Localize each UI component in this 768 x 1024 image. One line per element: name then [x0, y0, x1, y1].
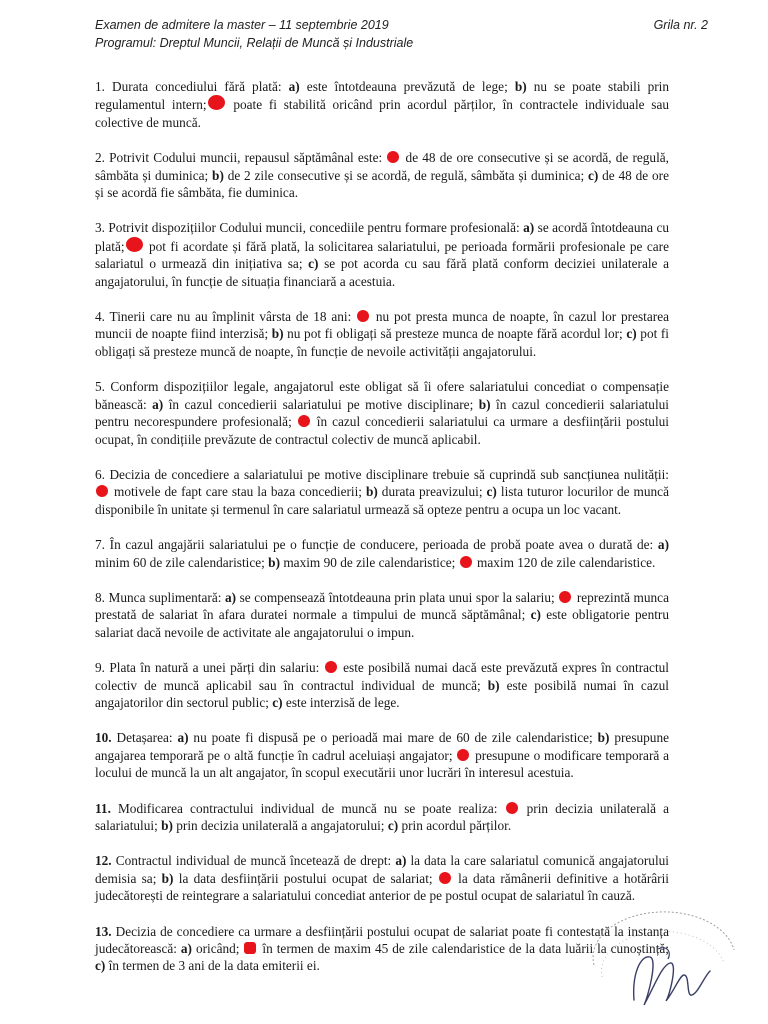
question-1 — [95, 78, 669, 131]
option-b-text: de 2 zile consecutive și se acordă, de regulă, sâmbăta și duminica; — [223, 167, 588, 183]
answer-mark — [457, 749, 469, 761]
option-c-letter: c) — [588, 167, 599, 183]
option-c-text: presupune o modificare temporară a locului de muncă la un alt angajator, în scopul executării unor lucrări în interesul acestuia. — [95, 747, 669, 781]
answer-mark — [126, 237, 143, 252]
option-b-letter: b) — [161, 818, 173, 833]
question-10 — [95, 729, 669, 781]
option-c-letter: c) — [272, 694, 283, 710]
option-b-letter: b) — [478, 396, 491, 412]
option-a-text: este posibilă numai dacă este prevăzută expres în contractul colectiv de muncă aplicabil sau în contractul individual de muncă; — [95, 660, 669, 693]
question-text: Durata concediului fără plată: — [104, 79, 289, 94]
option-b-text: în cazul concedierii salariatului pentru necorespundere profesională; — [95, 396, 669, 430]
question-number: 5. — [95, 379, 105, 395]
answer-mark — [298, 415, 310, 427]
option-a-text: la data la care salariatul comunică angajatorului demisia sa; — [95, 853, 669, 886]
option-a-letter: a) — [288, 79, 300, 94]
option-a-text: nu poate fi dispusă pe o perioadă mai mare de 60 de zile calendaristice; — [188, 730, 598, 746]
option-b-text: presupune angajarea temporară pe o altă funcție în cadrul aceluiași angajator; — [95, 730, 669, 763]
question-text: Potrivit Codului muncii, repausul săptămânal este: — [104, 150, 387, 166]
option-c-text: maxim 120 de zile calendaristice. — [473, 554, 656, 570]
answer-mark — [96, 485, 108, 497]
question-12 — [95, 852, 669, 904]
question-text: Tinerii care nu au împlinit vârsta de 18 ani: — [104, 309, 357, 325]
question-number: 4. — [95, 309, 105, 325]
option-c-text: la data rămânerii definitive a hotărârii judecătorești de reintegrare a salariatului concediat anterior de pe postul ocupat de salariatul în cauză. — [95, 870, 670, 904]
option-b-letter: b) — [268, 554, 280, 570]
answer-mark — [325, 661, 337, 673]
question-list — [95, 78, 669, 993]
option-a-letter: a) — [180, 941, 192, 957]
option-a-text: este întotdeauna prevăzută de lege; — [299, 79, 515, 94]
question-text: Plata în natură a unei părți din salariu: — [104, 660, 324, 676]
option-a-text: minim 60 de zile calendaristice; — [95, 554, 269, 570]
question-number: 12. — [95, 853, 112, 869]
question-number: 3. — [95, 220, 105, 236]
option-b-text: la data desființării postului ocupat de salariat; — [173, 870, 438, 886]
option-b-text: durata preavizului; — [377, 484, 487, 500]
question-9 — [95, 659, 669, 711]
question-text: Decizia de concediere a salariatului pe motive disciplinare trebuie să cuprindă sub sancțiunea nulității: — [104, 466, 669, 482]
option-a-letter: a) — [177, 730, 189, 746]
question-text: Potrivit dispozițiilor Codului muncii, concediile pentru formare profesională: — [104, 220, 524, 236]
option-b-letter: b) — [161, 870, 174, 886]
answer-mark — [460, 556, 472, 568]
option-c-letter: c) — [95, 958, 106, 974]
answer-mark — [439, 872, 451, 884]
option-a-text: în cazul concedierii salariatului pe motive disciplinare; — [163, 396, 479, 412]
option-a-text: prin decizia unilaterală a salariatului; — [95, 800, 670, 833]
question-text: Contractul individual de muncă încetează de drept: — [111, 853, 396, 869]
option-c-text: prin acordul părților. — [398, 818, 512, 833]
question-7 — [95, 536, 669, 571]
question-8 — [95, 589, 669, 641]
option-c-letter: c) — [530, 607, 541, 623]
document-header — [95, 16, 708, 52]
option-b-text: pot fi acordate și fără plată, la solicitarea salariatului, pe perioada formării profesionale pe care salariatul o urmează din inițiativa sa; — [95, 238, 669, 272]
option-b-text: în termen de maxim 45 de zile calendaristice de la data luării la cunoștință; — [258, 941, 669, 957]
option-a-text: se compensează întotdeauna prin plata unui spor la salariu; — [236, 589, 559, 605]
question-number: 7. — [95, 537, 105, 553]
option-c-text: este interzisă de lege. — [282, 694, 400, 710]
option-c-text: lista tuturor locurilor de muncă disponibile în unitate și termenul în care salariatul urmează să opteze pentru a ocupa un loc vacant. — [95, 484, 669, 517]
stamp-signature-icon — [574, 905, 744, 1020]
question-11 — [95, 800, 669, 835]
option-b-letter: b) — [212, 167, 224, 183]
program-title: Programul: Dreptul Muncii, Relații de Muncă și Industriale — [95, 36, 414, 50]
option-c-letter: c) — [486, 484, 497, 500]
option-a-text: motivele de fapt care stau la baza concedierii; — [110, 484, 366, 500]
answer-mark — [244, 942, 256, 954]
option-a-letter: a) — [657, 537, 669, 553]
question-text: Conform dispozițiilor legale, angajatorul este obligat să îi ofere salariatului concediat o compensație bănească: — [95, 379, 669, 412]
option-c-text: de 48 de ore și se acordă fie sâmbăta, fie duminica. — [95, 167, 669, 201]
option-b-letter: b) — [597, 730, 610, 746]
option-b-text: maxim 90 de zile calendaristice; — [280, 554, 459, 570]
option-c-letter: c) — [626, 326, 637, 342]
question-text: Munca suplimentară: — [104, 589, 225, 605]
option-b-text: nu pot fi obligați să presteze munca de noapte fără acordul lor; — [283, 326, 627, 342]
question-text: Decizia de concediere ca urmare a desființării postului ocupat de salariat poate fi contestată la instanța judecătorească: — [95, 923, 669, 957]
question-number: 8. — [95, 589, 105, 605]
option-c-text: se pot acorda cu sau fără plată conform deciziei unilaterale a angajatorului, în funcție de situația financiară a acestuia. — [95, 256, 669, 289]
option-a-text: de 48 de ore consecutive și se acordă, de regulă, sâmbăta și duminica; — [95, 150, 669, 183]
option-a-letter: a) — [224, 589, 237, 605]
option-a-text: oricând; — [191, 941, 244, 957]
option-a-letter: a) — [395, 853, 407, 869]
option-c-text: este obligatorie pentru salariat dacă nevoile de activitate ale angajatorului o impun. — [95, 607, 670, 640]
option-b-letter: b) — [271, 326, 284, 342]
option-c-letter: c) — [387, 818, 399, 833]
option-c-text: în cazul concedierii salariatului ca urmare a desființării postului ocupat, în condițiile prevăzute de contractul colectiv de muncă aplicabil. — [95, 414, 669, 447]
option-a-text: nu pot presta munca de noapte, în cazul lor prestarea muncii de noapte fiind interzisă; — [95, 309, 669, 342]
question-2 — [95, 149, 669, 201]
question-number: 6. — [95, 466, 105, 482]
question-text: Modificarea contractului individual de muncă nu se poate realiza: — [110, 800, 505, 816]
option-b-letter: b) — [514, 79, 527, 94]
question-text: Detașarea: — [111, 730, 178, 746]
option-b-letter: b) — [365, 484, 378, 500]
question-number: 9. — [95, 660, 105, 676]
question-number: 13. — [95, 923, 112, 939]
option-c-letter: c) — [308, 256, 319, 272]
answer-mark — [357, 310, 369, 322]
question-number: 11. — [95, 800, 111, 816]
question-number: 2. — [95, 150, 105, 166]
option-c-text: în termen de 3 ani de la data emiterii ei. — [105, 958, 320, 974]
answer-mark — [506, 802, 518, 814]
question-number: 10. — [95, 730, 112, 746]
question-3 — [95, 219, 669, 290]
question-4 — [95, 308, 669, 360]
option-b-text: este posibilă numai în cazul angajatorilor din sectorul public; — [95, 677, 669, 710]
exam-title: Examen de admitere la master – 11 septembrie 2019 — [95, 18, 389, 32]
answer-mark — [208, 95, 225, 110]
answer-mark — [387, 151, 399, 163]
option-c-text: poate fi stabilită oricând prin acordul părților, în contractele individuale sau colective de muncă. — [95, 97, 670, 130]
question-6 — [95, 466, 669, 518]
answer-mark — [559, 591, 571, 603]
option-a-text: se acordă întotdeauna cu plată; — [95, 220, 670, 254]
question-number: 1. — [95, 79, 105, 94]
option-a-letter: a) — [152, 396, 164, 412]
option-a-letter: a) — [523, 220, 535, 236]
question-text: În cazul angajării salariatului pe o funcție de conducere, perioada de probă poate avea o durată de: — [104, 537, 658, 553]
option-b-text: reprezintă munca prestată de salariat în afara duratei normale a timpului de muncă săptămânal; — [95, 589, 669, 623]
option-b-text: prin decizia unilaterală a angajatorului; — [172, 818, 388, 833]
grila-number: Grila nr. 2 — [653, 18, 708, 32]
question-5 — [95, 378, 669, 448]
option-b-text: nu se poate stabili prin regulamentul intern; — [95, 79, 670, 113]
option-b-letter: b) — [487, 677, 500, 693]
option-c-text: pot fi obligați să presteze muncă de noapte, în funcție de nevoile activității angajatorului. — [95, 326, 669, 359]
